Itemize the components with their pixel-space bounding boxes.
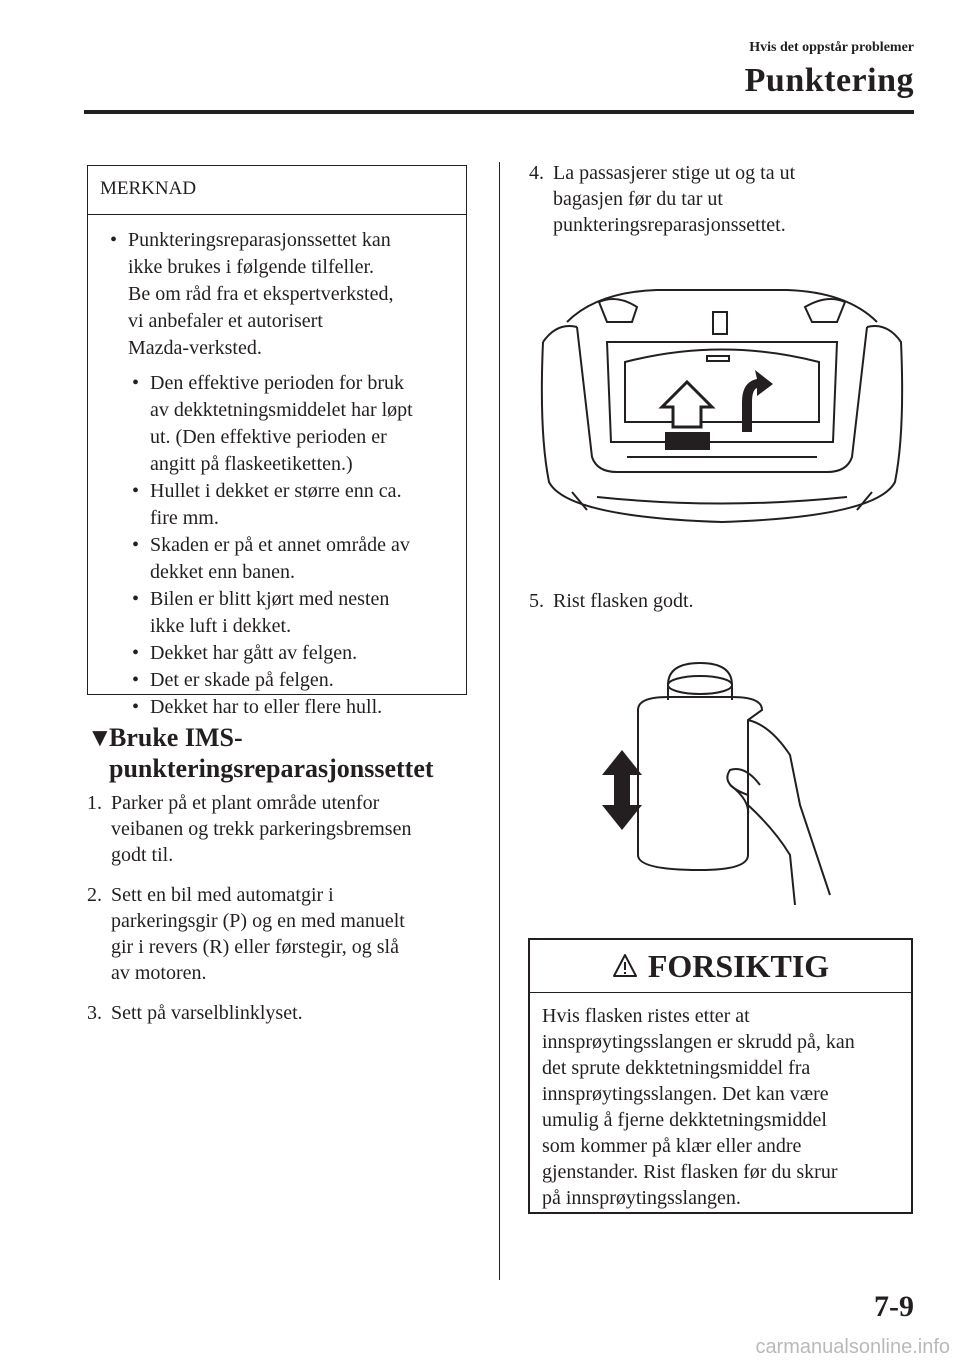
list-item [100,532,454,586]
step-item [87,790,477,868]
page-title: Punktering [744,62,914,99]
step-item [87,882,477,986]
text-line: det sprute dekktetningsmiddel fra [542,1057,811,1079]
list-item [100,586,454,640]
heading-line: punkteringsreparasjonssettet [109,754,434,783]
text-line: innsprøytingsslangen. Det kan være [542,1083,829,1105]
note-title: MERKNAD [88,166,466,215]
bullet-icon: • [132,642,140,664]
text-line: Sett på varselblinklyset. [111,1002,303,1024]
text-line: La passasjerer stige ut og ta ut [553,162,796,184]
caution-body [530,993,911,1221]
text-line: ikke luft i dekket. [150,615,292,637]
text-line: fire mm. [150,507,219,529]
list-item [100,478,454,532]
text-line: gjenstander. Rist flasken før du skrur [542,1161,838,1183]
text-line: ut. (Den effektive perioden er [150,426,387,448]
text-line: vi anbefaler et autorisert [128,310,323,332]
text-line: Be om råd fra et ekspertverksted, [128,283,394,305]
bullet-icon: • [132,588,140,610]
text-line: Bilen er blitt kjørt med nesten [150,588,390,610]
running-header-section: Hvis det oppstår problemer [749,40,914,55]
text-line: angitt på flaskeetiketten.) [150,453,353,475]
header-rule [84,110,914,114]
text-line: umulig å fjerne dekktetningsmiddel [542,1109,827,1131]
section-heading [87,722,477,784]
text-line: Det er skade på felgen. [150,669,334,691]
note-intro [100,227,454,362]
caution-box [528,938,913,1214]
text-line: som kommer på klær eller andre [542,1135,802,1157]
text-line: Sett en bil med automatgir i [111,884,334,906]
caution-header [530,940,911,993]
text-line: veibanen og trekk parkeringsbremsen [111,818,412,840]
list-item [100,694,454,721]
list-item [100,640,454,667]
bullet-icon: • [132,534,140,556]
bullet-icon: • [132,480,140,502]
bullet-icon: • [132,669,140,691]
step-number: 2. [87,884,102,906]
text-line: på innsprøytingsslangen. [542,1187,741,1209]
step-number: 3. [87,1002,102,1024]
text-line: Hvis flasken ristes etter at [542,1005,750,1027]
note-box [87,165,467,718]
text-line: Dekket har gått av felgen. [150,642,358,664]
text-line: av motoren. [111,962,207,984]
car-trunk-illustration [537,282,907,532]
step-item [529,588,919,628]
text-line: Parker på et plant område utenfor [111,792,380,814]
step-number: 1. [87,792,102,814]
text-line: parkeringsgir (P) og en med manuelt [111,910,405,932]
step-item [87,1000,477,1026]
condition-list [100,370,454,721]
watermark: carmanualsonline.info [755,1336,950,1358]
step-number: 5. [529,590,544,612]
text-line: dekket enn banen. [150,561,295,583]
text-line: punkteringsreparasjonssettet. [553,214,786,236]
step-item [529,160,919,252]
text-line: Den effektive perioden for bruk [150,372,404,394]
text-line: gir i revers (R) eller førstegir, og slå [111,936,399,958]
heading-line: Bruke IMS- [109,723,243,752]
triangle-marker-icon: ▼ [87,723,113,752]
column-divider [499,162,500,1280]
text-line: Rist flasken godt. [553,590,694,612]
note-body [88,215,466,721]
text-line: Hullet i dekket er større enn ca. [150,480,402,502]
list-item [100,667,454,694]
step-number: 4. [529,162,544,184]
text-line: ikke brukes i følgende tilfeller. [128,256,375,278]
text-line: av dekktetningsmiddelet har løpt [150,399,413,421]
text-line: Skaden er på et annet område av [150,534,410,556]
warning-icon [612,953,638,979]
list-item [100,370,454,478]
bullet-icon: • [132,696,140,718]
text-line: innsprøytingsslangen er skrudd på, kan [542,1031,855,1053]
caution-title: FORSIKTIG [647,947,830,984]
text-line: Punkteringsreparasjonssettet kan [128,229,391,251]
text-line: Dekket har to eller flere hull. [150,696,383,718]
text-line: godt til. [111,844,174,866]
steps-left [87,790,477,1040]
bottle-shake-illustration [600,655,840,905]
text-line: bagasjen før du tar ut [553,188,723,210]
text-line: Mazda-verksted. [128,337,262,359]
page-number: 7-9 [874,1290,914,1323]
bullet-icon: • [110,229,118,251]
bullet-icon: • [132,372,140,394]
